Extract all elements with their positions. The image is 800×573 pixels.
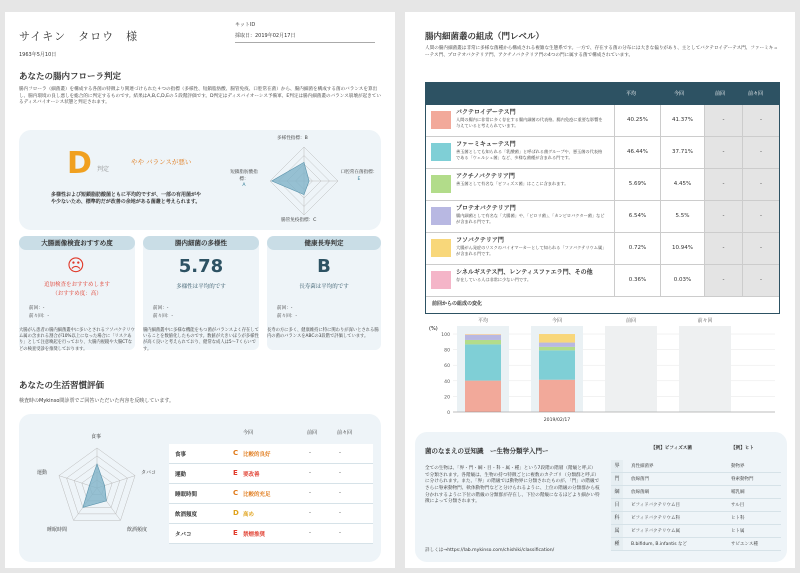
tax-row bbox=[611, 473, 781, 486]
life-row-prev2: - bbox=[339, 450, 341, 456]
phylum-row bbox=[426, 233, 779, 265]
chart-date-label: 2019/02/17 bbox=[543, 418, 571, 423]
phylum-prev: - bbox=[704, 137, 742, 168]
phylum-desc: 存在している人は非常に少ない門です。 bbox=[456, 277, 532, 282]
change-label: 前回からの組成の変化 bbox=[432, 301, 483, 307]
life-row-label: タバコ bbox=[175, 532, 192, 538]
longevity-prev2: 前々回：- bbox=[277, 314, 298, 319]
radar2-label-sleep: 睡眠時間 bbox=[47, 527, 68, 533]
chart-bar-segment bbox=[465, 335, 501, 340]
phylum-now: 37.71% bbox=[660, 137, 704, 168]
phylum-color-swatch bbox=[431, 207, 451, 225]
diversity-title: 腸内細菌の多様性 bbox=[143, 236, 259, 250]
longevity-prev: 前回：- bbox=[277, 306, 293, 311]
life-row-grade: D bbox=[233, 509, 239, 517]
phylum-color-swatch bbox=[431, 111, 451, 129]
radar-label-scfa bbox=[229, 170, 259, 190]
lifestyle-title: あなたの生活習慣評価 bbox=[19, 381, 105, 391]
chart-category-label: 平均 bbox=[477, 318, 489, 324]
phylum-now: 4.45% bbox=[660, 169, 704, 200]
phylum-now: 0.03% bbox=[660, 265, 704, 296]
colon-exam-result: 追加検査をおすすめします bbox=[43, 282, 111, 288]
radar2-label-diet: 食事 bbox=[91, 434, 102, 440]
phylum-desc: 腸内細菌として有名な「大腸菌」や、「ピロリ菌」、「カンピロバクター菌」などが含まれる門です。 bbox=[456, 213, 605, 224]
life-row-label: 食事 bbox=[175, 452, 187, 458]
life-row-text: 高め bbox=[243, 512, 255, 518]
phylum-desc: 善玉菌として有名な「ビフィズス菌」はここに含まれます。 bbox=[456, 181, 569, 186]
sad-face-icon: ☹ bbox=[67, 256, 85, 276]
radar-label-oral bbox=[339, 170, 379, 183]
trivia-title: 菌のなまえの豆知識 ー生物分類学入門ー bbox=[425, 447, 549, 455]
phylum-avg: 40.25% bbox=[614, 105, 660, 136]
tax-rank: 目 bbox=[611, 499, 623, 511]
tax-row bbox=[611, 525, 781, 538]
tax-head-human: 【例】ヒト bbox=[731, 446, 754, 451]
tax-bifido: ビフィドバクテリウム目 bbox=[631, 503, 681, 508]
flora-result-panel bbox=[19, 130, 381, 230]
life-col-now: 今回 bbox=[243, 430, 254, 436]
radar1-area bbox=[272, 162, 309, 194]
diversity-description: 腸内細菌叢中に多様な機能をもつ菌がバランスよく存在していることを数値化したものです。数値が大きいほうが多様性が高く良いと考えられており、健常な成人は5〜7くらいです。 bbox=[143, 328, 259, 352]
chart-category-label: 前回 bbox=[625, 318, 637, 324]
grade-suffix: 判定 bbox=[97, 166, 110, 173]
life-row-prev: - bbox=[309, 510, 311, 516]
tax-rank: 科 bbox=[611, 512, 623, 524]
phylum-name: シネルギステス門、レンティスファエラ門、その他 bbox=[456, 269, 593, 276]
life-row-prev: - bbox=[309, 470, 311, 476]
radar-label-immune: 腸管免疫指標：C bbox=[281, 218, 317, 223]
life-row-prev2: - bbox=[339, 470, 341, 476]
trivia-text: 全ての生物は、「界・門・綱・目・科・属・種」という7段階の階層（階級と呼ぶ）で分類されます。各階級は、生物の持つ特徴ごとに複数のカテゴリ（分類群と呼ぶ）に分けられます。また、「界」の階級では動物界に分類されたものが、「門」の階級でさらに脊索動物門、軟体動物門などと分けられるように、上位の階級の分類群から枝分かれするように下位の階級の分類群が存在し、下位の階級になるほどより細かい特徴によって分類されます。 bbox=[425, 466, 600, 505]
phylum-color-swatch bbox=[431, 239, 451, 257]
radar-scfa-text: 短鎖脂肪酸指標： bbox=[230, 170, 258, 182]
lifestyle-table bbox=[169, 444, 373, 544]
chart-column-bg bbox=[605, 326, 657, 412]
chart-ytick: 80 bbox=[444, 348, 450, 354]
life-row bbox=[169, 504, 373, 524]
phylum-name: プロテオバクテリア門 bbox=[456, 205, 516, 212]
tax-human: ヒト属 bbox=[731, 529, 745, 534]
chart-ytick: 40 bbox=[444, 379, 450, 385]
phylum-name: アクチノバクテリア門 bbox=[456, 173, 515, 180]
life-row-text: 禁煙推奨 bbox=[243, 532, 266, 538]
right-page bbox=[405, 12, 795, 568]
tax-bifido: 放線菌門 bbox=[631, 477, 649, 482]
col-now: 今回 bbox=[674, 91, 685, 97]
life-row bbox=[169, 464, 373, 484]
tax-human: ヒト科 bbox=[731, 516, 745, 521]
phylum-name: フソバクテリア門 bbox=[456, 237, 504, 244]
radar2-label-drinking: 飲酒頻度 bbox=[127, 527, 148, 533]
life-row-label: 運動 bbox=[175, 472, 187, 478]
life-col-prev2: 前々回 bbox=[337, 430, 353, 436]
col-avg: 平均 bbox=[626, 91, 637, 97]
taxonomy-table bbox=[611, 460, 781, 551]
chart-bar-segment bbox=[539, 350, 575, 379]
chart-category-label: 前々回 bbox=[697, 318, 713, 324]
life-row-prev2: - bbox=[339, 510, 341, 516]
chart-bar-segment bbox=[465, 344, 501, 380]
tax-row bbox=[611, 460, 781, 473]
stacked-bar-chart bbox=[425, 316, 780, 428]
radar-oral-value: E bbox=[357, 176, 361, 182]
lifestyle-panel bbox=[19, 414, 381, 562]
life-row-prev: - bbox=[309, 530, 311, 536]
phylum-desc: 大腸がん発症のリスクのバイオマーカーとして知られる「フソバクテリウム属」が含まれる門です。 bbox=[456, 245, 605, 256]
lifestyle-description: 検査時のMykinso問診票でご回答いただいた内容を反映しています。 bbox=[19, 398, 174, 404]
phylum-color-swatch bbox=[431, 271, 451, 289]
tax-rank: 種 bbox=[611, 538, 623, 550]
longevity-comment: 長寿菌は平均的です bbox=[299, 284, 349, 290]
chart-bar-segment bbox=[539, 347, 575, 350]
chart-ytick: 60 bbox=[444, 364, 450, 370]
phylum-prev2: - bbox=[742, 201, 779, 232]
tax-bifido: 放線菌綱 bbox=[631, 490, 649, 495]
radar2-label-exercise: 運動 bbox=[37, 470, 48, 476]
tax-human: サル目 bbox=[731, 503, 745, 508]
life-row-prev: - bbox=[309, 490, 311, 496]
life-row bbox=[169, 444, 373, 464]
chart-bar-segment bbox=[539, 343, 575, 347]
grade-comment: やや バランスが悪い bbox=[131, 158, 192, 166]
phylum-prev: - bbox=[704, 265, 742, 296]
life-row-text: 要改善 bbox=[243, 472, 260, 478]
life-row-prev2: - bbox=[339, 530, 341, 536]
phylum-row bbox=[426, 105, 779, 137]
phylum-now: 10.94% bbox=[660, 233, 704, 264]
tax-rank: 界 bbox=[611, 460, 623, 472]
tax-human: 脊索動物門 bbox=[731, 477, 754, 482]
phylum-avg: 0.72% bbox=[614, 233, 660, 264]
patient-name: サイキン タロウ 様 bbox=[19, 30, 139, 43]
tax-bifido: ビフィドバクテリウム属 bbox=[631, 529, 681, 534]
kit-id-label: キットID bbox=[235, 22, 256, 28]
tax-head-bifido: 【例】ビフィズス菌 bbox=[651, 446, 692, 451]
life-row-text: 比較的充足 bbox=[243, 492, 271, 498]
col-prev: 前回 bbox=[715, 91, 726, 97]
life-row-text: 比較的良好 bbox=[243, 452, 271, 458]
phylum-desc: 人間の腸内に非常に多く存在する腸内細菌の代表格。腸内免疫に重要な影響を与えていると考えられています。 bbox=[456, 117, 603, 128]
diversity-comment: 多様性は平均的です bbox=[176, 284, 226, 290]
phylum-row bbox=[426, 201, 779, 233]
tax-rank: 門 bbox=[611, 473, 623, 485]
radar-scfa-value: A bbox=[242, 183, 246, 189]
diversity-prev2: 前々回：- bbox=[153, 314, 174, 319]
phylum-name: ファーミキューテス門 bbox=[456, 141, 516, 148]
chart-bar-segment bbox=[465, 334, 501, 335]
phylum-prev2: - bbox=[742, 265, 779, 296]
chart-ytick: 0 bbox=[447, 411, 450, 416]
tax-row bbox=[611, 486, 781, 499]
tax-bifido: 真性細菌界 bbox=[631, 464, 654, 469]
longevity-description: 長寿の方に多く、健康維持に特に関わりが深いとされる腸内の菌のバランスをABCの3段階で評価しています。 bbox=[267, 328, 379, 340]
phylum-prev: - bbox=[704, 105, 742, 136]
tax-human: サピエンス種 bbox=[731, 542, 758, 547]
phyla-table-header bbox=[426, 83, 779, 105]
longevity-value: B bbox=[317, 256, 331, 277]
left-page bbox=[5, 12, 395, 568]
diversity-prev: 前回：- bbox=[153, 306, 169, 311]
phylum-name: バクテロイデーテス門 bbox=[456, 109, 516, 116]
radar-oral-text: 口腔常在菌指標： bbox=[340, 170, 378, 175]
phylum-prev2: - bbox=[742, 233, 779, 264]
chart-ytick: 20 bbox=[444, 395, 450, 401]
phylum-now: 5.5% bbox=[660, 201, 704, 232]
composition-title: 腸内細菌叢の組成（門レベル） bbox=[425, 32, 545, 42]
colon-exam-title: 大腸画像検査おすすめ度 bbox=[19, 236, 135, 250]
phylum-avg: 5.69% bbox=[614, 169, 660, 200]
chart-bar-segment bbox=[539, 380, 575, 412]
phylum-avg: 0.36% bbox=[614, 265, 660, 296]
tax-bifido: ビフィドバクテリウム科 bbox=[631, 516, 681, 521]
colon-exam-level: （おすすめ度：高） bbox=[52, 291, 102, 297]
life-row-prev2: - bbox=[339, 490, 341, 496]
tax-row bbox=[611, 499, 781, 512]
tax-human: 動物界 bbox=[731, 464, 745, 469]
sample-date: 採取日：2019年02月17日 bbox=[235, 33, 296, 39]
phyla-table bbox=[425, 82, 780, 314]
life-row-label: 睡眠時間 bbox=[175, 492, 198, 498]
life-row-grade: C bbox=[233, 489, 239, 497]
tax-human: 哺乳綱 bbox=[731, 490, 745, 495]
birthdate: 1963年5月10日 bbox=[19, 52, 57, 58]
phylum-avg: 46.44% bbox=[614, 137, 660, 168]
col-prev2: 前々回 bbox=[748, 91, 764, 97]
life-row-prev: - bbox=[309, 450, 311, 456]
tax-row bbox=[611, 538, 781, 551]
life-row-label: 飲酒頻度 bbox=[175, 512, 198, 518]
phyla-rows bbox=[426, 105, 779, 297]
phylum-row bbox=[426, 137, 779, 169]
flora-description: 腸内フローラ（細菌叢）を構成する各菌の特徴より関連づけられた４つの指標（多様性、短鎖脂肪酸、腸管免疫、口腔常在菌）から、腸内細菌を構成する菌のバランスを算出し、腸内環境の良し悪しを総合的に判定するものです。結果はA,B,C,D,Eの５段階評価です。D判定はディスバイオーシス予備軍、E判定は腸内細菌叢のバランス崩壊が起きているディスバイオーシス状態と判定されます。 bbox=[19, 87, 381, 106]
phylum-row bbox=[426, 169, 779, 201]
life-row bbox=[169, 484, 373, 504]
phylum-prev: - bbox=[704, 233, 742, 264]
phylum-color-swatch bbox=[431, 143, 451, 161]
phylum-prev: - bbox=[704, 169, 742, 200]
chart-column-bg bbox=[679, 326, 731, 412]
colon-exam-prev2: 前々回：- bbox=[29, 314, 50, 319]
phylum-row bbox=[426, 265, 779, 297]
grade-text: 多様性および短鎖脂肪酸菌ともに平均的ですが、一部の有用菌がやや少ないため、標準的だが改善の余地がある菌叢と考えられます。 bbox=[51, 192, 202, 205]
life-col-prev: 前回 bbox=[307, 430, 318, 436]
colon-exam-description: 大腸がん患者の腸内細菌叢中に多いとされるフソバクテリウム属の含まれる割合が10%以上になった場合に「リスクあり」として注意喚起を行っており、大腸内視鏡や大腸CTなどの検査受診を推奨しております。 bbox=[19, 328, 135, 352]
radar2-area bbox=[83, 464, 107, 507]
chart-bar-segment bbox=[465, 381, 501, 412]
tax-rank: 属 bbox=[611, 525, 623, 537]
chart-category-label: 今回 bbox=[551, 318, 563, 324]
diversity-value: 5.78 bbox=[178, 256, 224, 277]
life-row-grade: E bbox=[233, 529, 238, 537]
flora-title: あなたの腸内フローラ判定 bbox=[19, 72, 122, 82]
chart-ylabel: (%) bbox=[429, 326, 438, 332]
phylum-desc: 善玉菌としても知られる「乳酸菌」と呼ばれる菌グループや、悪玉菌の代表格である「ウェルシュ菌」など、多様な菌種が含まれる門です。 bbox=[456, 149, 603, 160]
trivia-link[interactable]: 詳しくは→https://lab.mykinso.com/chishiki/classification/ bbox=[425, 548, 555, 553]
grade-letter: D bbox=[67, 146, 92, 181]
phylum-prev2: - bbox=[742, 137, 779, 168]
chart-bar-segment bbox=[539, 334, 575, 343]
phylum-prev2: - bbox=[742, 105, 779, 136]
life-row-grade: E bbox=[233, 469, 238, 477]
phylum-color-swatch bbox=[431, 175, 451, 193]
header-divider bbox=[235, 42, 375, 43]
phylum-now: 41.37% bbox=[660, 105, 704, 136]
phylum-prev: - bbox=[704, 201, 742, 232]
composition-description: 人間の腸内細菌叢は非常に多様な菌種から構成される複雑な生態系です。一方で、存在する菌の分布には大きな偏りがあり、主としてバクテロイデーテス門、ファーミキューテス門、プロテオバクテリア門、アクチノバクテリア門の4つの門に属する菌で構成されています。 bbox=[425, 46, 778, 58]
chart-bar-segment bbox=[465, 340, 501, 344]
tax-rank: 綱 bbox=[611, 486, 623, 498]
life-row bbox=[169, 524, 373, 544]
longevity-title: 健康長寿判定 bbox=[267, 236, 381, 250]
radar2-label-tobacco: タバコ bbox=[141, 470, 156, 476]
colon-exam-prev: 前回：- bbox=[29, 306, 45, 311]
phylum-avg: 6.54% bbox=[614, 201, 660, 232]
chart-ytick: 100 bbox=[441, 333, 450, 338]
tax-row bbox=[611, 512, 781, 525]
trivia-panel bbox=[415, 432, 787, 562]
composition-chart bbox=[425, 316, 780, 428]
phylum-prev2: - bbox=[742, 169, 779, 200]
tax-bifido: B.bifidum, B.infantis など bbox=[631, 542, 688, 547]
life-row-grade: C bbox=[233, 449, 239, 457]
radar-label-diversity: 多様性指標：B bbox=[277, 136, 308, 141]
